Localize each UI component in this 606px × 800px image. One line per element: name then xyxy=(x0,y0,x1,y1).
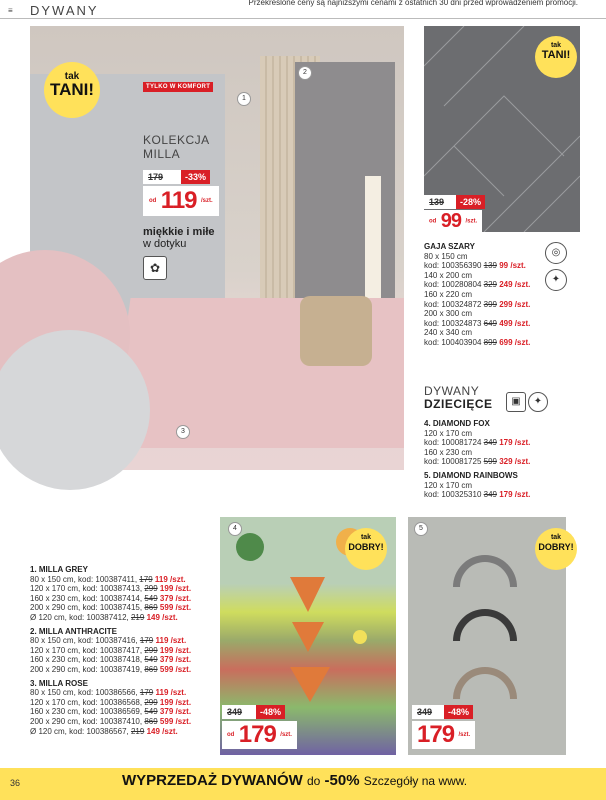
footer-promo-text: WYPRZEDAŻ DYWANÓW do -50% Szczegóły na www. xyxy=(122,772,468,789)
price-note: Przekreślone ceny są najniższymi cenami z ostatnich 30 dni przed wprowadzeniem promocji. xyxy=(248,0,578,7)
pouf xyxy=(300,296,372,366)
milla-old-price: 179 xyxy=(143,170,189,184)
feature-touch: w dotyku xyxy=(143,238,187,250)
kids-title-line1: DYWANY xyxy=(424,384,480,398)
milla-grey-line-2: 120 x 170 cm, kod: 100387413, 299 199 /szt. xyxy=(30,584,192,594)
rainbows-price: 179 /szt. xyxy=(412,721,475,749)
milla-rose-line-2: 120 x 170 cm, kod: 100386568, 299 199 /szt. xyxy=(30,697,192,707)
fox-size-2: 160 x 230 cm xyxy=(424,447,473,457)
gaja-name: GAJA SZARY xyxy=(424,242,475,251)
marker-3: 3 xyxy=(176,425,190,439)
gaja-code-line-3: kod: 100324872 399 299 /szt. xyxy=(424,299,531,309)
milla-rose-line-3: 160 x 230 cm, kod: 100386569, 549 379 /szt. xyxy=(30,707,192,717)
easy-clean-icon: ✦ xyxy=(545,269,567,291)
fox-old-price: 349 xyxy=(222,705,262,719)
washing-machine-icon: ✿ xyxy=(143,256,167,280)
rainbows-discount: -48% xyxy=(444,705,473,719)
fox-discount: -48% xyxy=(256,705,285,719)
milla-price: od 119 /szt. xyxy=(143,186,219,216)
rainbows-code-line-1: kod: 100325310 349 179 /szt. xyxy=(424,490,531,500)
gaja-size-3: 160 x 220 cm xyxy=(424,289,473,299)
page-number: 36 xyxy=(10,778,21,788)
milla-variants-list xyxy=(30,565,220,736)
milla-grey-line-3: 160 x 230 cm, kod: 100387414, 549 379 /szt. xyxy=(30,593,192,603)
kids-title-line2: DZIECIĘCE xyxy=(424,397,493,411)
milla-discount: -33% xyxy=(181,170,210,184)
gaja-code-line-4: kod: 100324873 649 499 /szt. xyxy=(424,318,531,328)
rainbow-shape-1 xyxy=(453,555,517,587)
gaja-price: od 99 /szt. xyxy=(424,210,482,233)
milla-rose-line-1: 80 x 150 cm, kod: 100386566, 179 119 /szt. xyxy=(30,688,187,698)
kids-details xyxy=(424,419,574,500)
stain-resistant-icon: ▣ xyxy=(506,392,526,412)
milla-rose-line-5: Ø 120 cm, kod: 100386567, 219 149 /szt. xyxy=(30,726,178,736)
komfort-only-tag: TYLKO W KOMFORT xyxy=(143,82,213,92)
gaja-tak-tani-badge: tak TANI! xyxy=(535,36,577,78)
feature-soft: miękkie i miłe xyxy=(143,226,215,238)
gaja-code-line-2: kod: 100280804 329 249 /szt. xyxy=(424,280,531,290)
rainbow-shape-2 xyxy=(453,609,517,641)
marker-2: 2 xyxy=(298,66,312,80)
collection-name: MILLA xyxy=(143,147,181,161)
header-divider xyxy=(0,18,606,19)
section-title: DYWANY xyxy=(30,3,99,18)
milla-anthracite-name: 2. MILLA ANTHRACITE xyxy=(30,626,117,636)
rainbows-tak-dobry-badge: tak DOBRY! xyxy=(535,528,577,570)
page-marker: ≡ xyxy=(8,6,13,15)
gaja-icons xyxy=(545,242,567,296)
easy-clean-icon: ✦ xyxy=(528,392,548,412)
milla-grey-line-1: 80 x 150 cm, kod: 100387411, 179 119 /szt. xyxy=(30,574,186,584)
milla-grey-line-5: Ø 120 cm, kod: 100387412, 219 149 /szt. xyxy=(30,612,178,622)
milla-anthracite-line-4: 200 x 290 cm, kod: 100387419, 869 599 /szt. xyxy=(30,664,192,674)
gaja-old-price: 139 xyxy=(424,195,461,209)
milla-rose-name: 3. MILLA ROSE xyxy=(30,678,88,688)
marker-1: 1 xyxy=(237,92,251,106)
rainbows-size-1: 120 x 170 cm xyxy=(424,480,473,490)
rainbows-old-price: 349 xyxy=(412,705,452,719)
milla-grey-line-4: 200 x 290 cm, kod: 100387415, 869 599 /szt. xyxy=(30,603,192,613)
fox-code-line-2: kod: 100081725 599 329 /szt. xyxy=(424,457,531,467)
diamond-rainbows-name: 5. DIAMOND RAINBOWS xyxy=(424,470,518,480)
milla-anthracite-line-1: 80 x 150 cm, kod: 100387416, 179 119 /szt. xyxy=(30,636,187,646)
rainbow-shape-3 xyxy=(453,667,517,699)
gaja-size-4: 200 x 300 cm xyxy=(424,309,473,319)
fox-tak-dobry-badge: tak DOBRY! xyxy=(345,528,387,570)
marker-5: 5 xyxy=(414,522,428,536)
milla-grey-name: 1. MILLA GREY xyxy=(30,565,88,574)
gaja-code-line-5: kod: 100403904 899 699 /szt. xyxy=(424,337,531,347)
collection-label: KOLEKCJA xyxy=(143,133,210,147)
marker-4: 4 xyxy=(228,522,242,536)
gaja-discount: -28% xyxy=(456,195,485,209)
gaja-details xyxy=(424,242,544,348)
fox-code-line-1: kod: 100081724 349 179 /szt. xyxy=(424,438,531,448)
milla-anthracite-line-3: 160 x 230 cm, kod: 100387418, 549 379 /szt. xyxy=(30,655,192,665)
gaja-code-line-1: kod: 100356390 139 99 /szt. xyxy=(424,261,526,271)
fox-price: od 179 /szt. xyxy=(222,721,297,749)
diamond-fox-name: 4. DIAMOND FOX xyxy=(424,419,490,428)
gaja-size-5: 240 x 340 cm xyxy=(424,328,473,338)
no-shedding-icon: ◎ xyxy=(545,242,567,264)
gaja-size-1: 80 x 150 cm xyxy=(424,251,468,261)
fox-size-1: 120 x 170 cm xyxy=(424,428,473,438)
milla-anthracite-line-2: 120 x 170 cm, kod: 100387417, 299 199 /szt. xyxy=(30,645,192,655)
gaja-size-2: 140 x 200 cm xyxy=(424,270,473,280)
floor-lamp xyxy=(365,176,381,306)
milla-rose-line-4: 200 x 290 cm, kod: 100387410, 869 599 /szt. xyxy=(30,716,192,726)
tak-tani-badge: tak TANI! xyxy=(44,62,100,118)
